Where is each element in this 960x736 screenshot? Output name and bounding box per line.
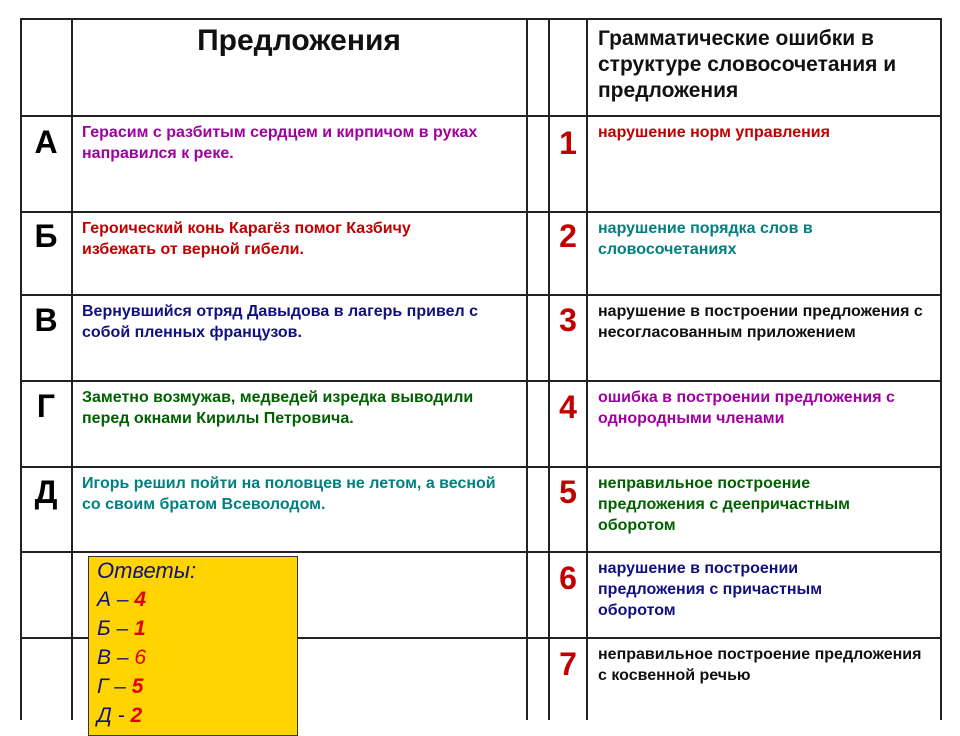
row-divider — [20, 551, 942, 553]
error-number-4: 4 — [559, 389, 577, 425]
error-text-6: нарушение в построении предложения с причастным оборотом — [598, 560, 823, 619]
answer-value: 4 — [134, 588, 147, 611]
sentences-column-header: Предложения — [197, 24, 401, 57]
row-divider — [20, 211, 942, 213]
letter-d: Д — [34, 474, 58, 510]
answer-key: А – — [97, 588, 129, 611]
sentence-b: Героический конь Карагёз помог Казбичу избежать от верной гибели. — [82, 220, 411, 258]
column-divider — [548, 18, 550, 720]
answer-value: 6 — [134, 646, 147, 669]
letter-g: Г — [36, 388, 56, 424]
answers-title: Ответы: — [97, 558, 197, 583]
error-text-1: нарушение норм управления — [598, 124, 830, 141]
error-text-7: неправильное построение предложения с косвенной речью — [598, 646, 922, 684]
answer-row — [97, 672, 297, 701]
error-number-6: 6 — [559, 560, 577, 596]
error-text-3: нарушение в построении предложения с несогласованным приложением — [598, 303, 923, 341]
row-divider — [20, 294, 942, 296]
errors-column-header: Грамматические ошибки в структуре словосочетания и предложения — [598, 27, 897, 102]
sentence-v: Вернувшийся отряд Давыдова в лагерь привел с собой пленных французов. — [82, 303, 478, 341]
answer-row — [97, 701, 297, 730]
answer-row — [97, 643, 297, 672]
column-divider — [586, 18, 588, 720]
error-number-2: 2 — [559, 218, 577, 254]
error-text-5: неправильное построение предложения с деепричастным оборотом — [598, 475, 850, 534]
table-top-border — [20, 18, 942, 20]
error-number-3: 3 — [559, 302, 577, 338]
answer-row — [97, 585, 297, 614]
sentence-a: Герасим с разбитым сердцем и кирпичом в руках направился к реке. — [82, 124, 478, 162]
answer-key: Д - — [97, 704, 125, 727]
error-text-2: нарушение порядка слов в словосочетаниях — [598, 220, 813, 258]
answer-value: 1 — [134, 617, 146, 640]
sentence-d: Игорь решил пойти на половцев не летом, а весной со своим братом Всеволодом. — [82, 475, 496, 513]
row-divider — [20, 380, 942, 382]
answer-key: Б – — [97, 617, 129, 640]
answer-key: В – — [97, 646, 129, 669]
error-number-1: 1 — [559, 125, 577, 161]
answers-box — [88, 556, 298, 736]
letter-b: Б — [34, 218, 58, 254]
answer-row — [97, 614, 297, 643]
row-divider — [20, 115, 942, 117]
error-number-5: 5 — [559, 474, 577, 510]
table-right-border — [940, 18, 942, 720]
letter-a: А — [34, 124, 58, 160]
answer-value: 5 — [131, 675, 144, 698]
answer-key: Г – — [97, 675, 126, 698]
letter-v: В — [34, 302, 58, 338]
error-number-7: 7 — [559, 646, 577, 682]
row-divider — [20, 466, 942, 468]
answer-value: 2 — [130, 704, 143, 727]
column-divider — [526, 18, 528, 720]
error-text-4: ошибка в построении предложения с однородными членами — [598, 389, 895, 427]
sentence-g: Заметно возмужав, медведей изредка выводили перед окнами Кирилы Петровича. — [82, 389, 474, 427]
